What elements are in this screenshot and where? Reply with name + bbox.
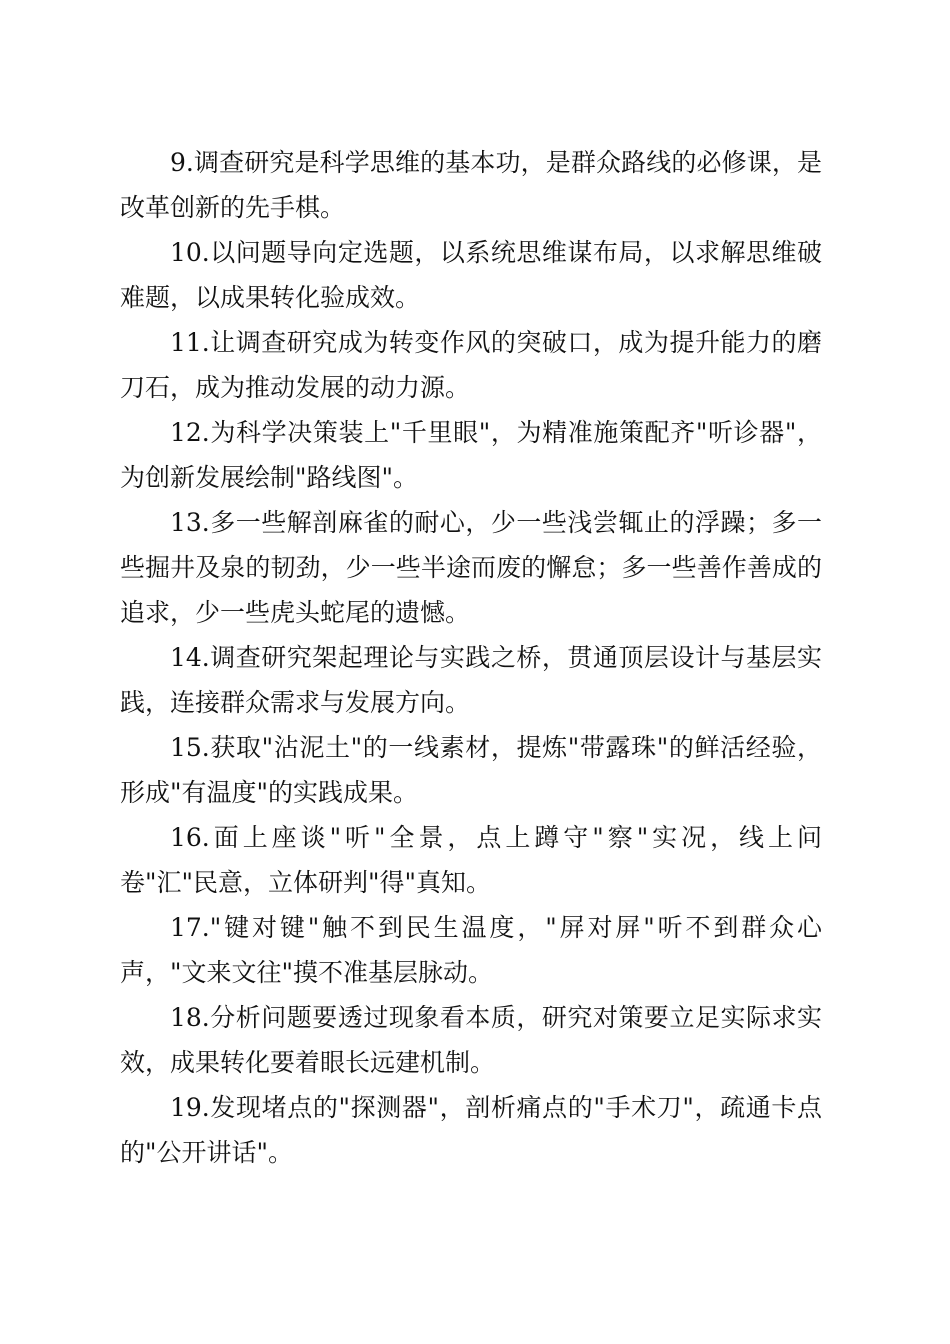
paragraph-16: 16.面上座谈"听"全景，点上蹲守"察"实况，线上问卷"汇"民意，立体研判"得"真知。 [120, 823, 822, 897]
paragraph-18: 18.分析问题要透过现象看本质，研究对策要立足实际求实效，成果转化要着眼长远建机制。 [120, 1003, 822, 1077]
paragraph-13: 13.多一些解剖麻雀的耐心，少一些浅尝辄止的浮躁；多一些掘井及泉的韧劲，少一些半途而废的懈怠；多一些善作善成的追求，少一些虎头蛇尾的遗憾。 [120, 508, 822, 627]
paragraph-10: 10.以问题导向定选题，以系统思维谋布局，以求解思维破难题，以成果转化验成效。 [120, 238, 822, 312]
paragraph-11: 11.让调查研究成为转变作风的突破口，成为提升能力的磨刀石，成为推动发展的动力源。 [120, 328, 822, 402]
paragraph-14: 14.调查研究架起理论与实践之桥，贯通顶层设计与基层实践，连接群众需求与发展方向。 [120, 643, 822, 717]
paragraph-19: 19.发现堵点的"探测器"，剖析痛点的"手术刀"，疏通卡点的"公开讲话"。 [120, 1093, 822, 1167]
paragraph-17: 17."键对键"触不到民生温度，"屏对屏"听不到群众心声，"文来文往"摸不准基层脉动。 [120, 913, 822, 987]
document-body [120, 140, 822, 1175]
paragraph-9: 9.调查研究是科学思维的基本功，是群众路线的必修课，是改革创新的先手棋。 [120, 148, 822, 222]
paragraph-12: 12.为科学决策装上"千里眼"，为精准施策配齐"听诊器"，为创新发展绘制"路线图"。 [120, 418, 822, 492]
paragraph-15: 15.获取"沾泥土"的一线素材，提炼"带露珠"的鲜活经验，形成"有温度"的实践成果。 [120, 733, 822, 807]
